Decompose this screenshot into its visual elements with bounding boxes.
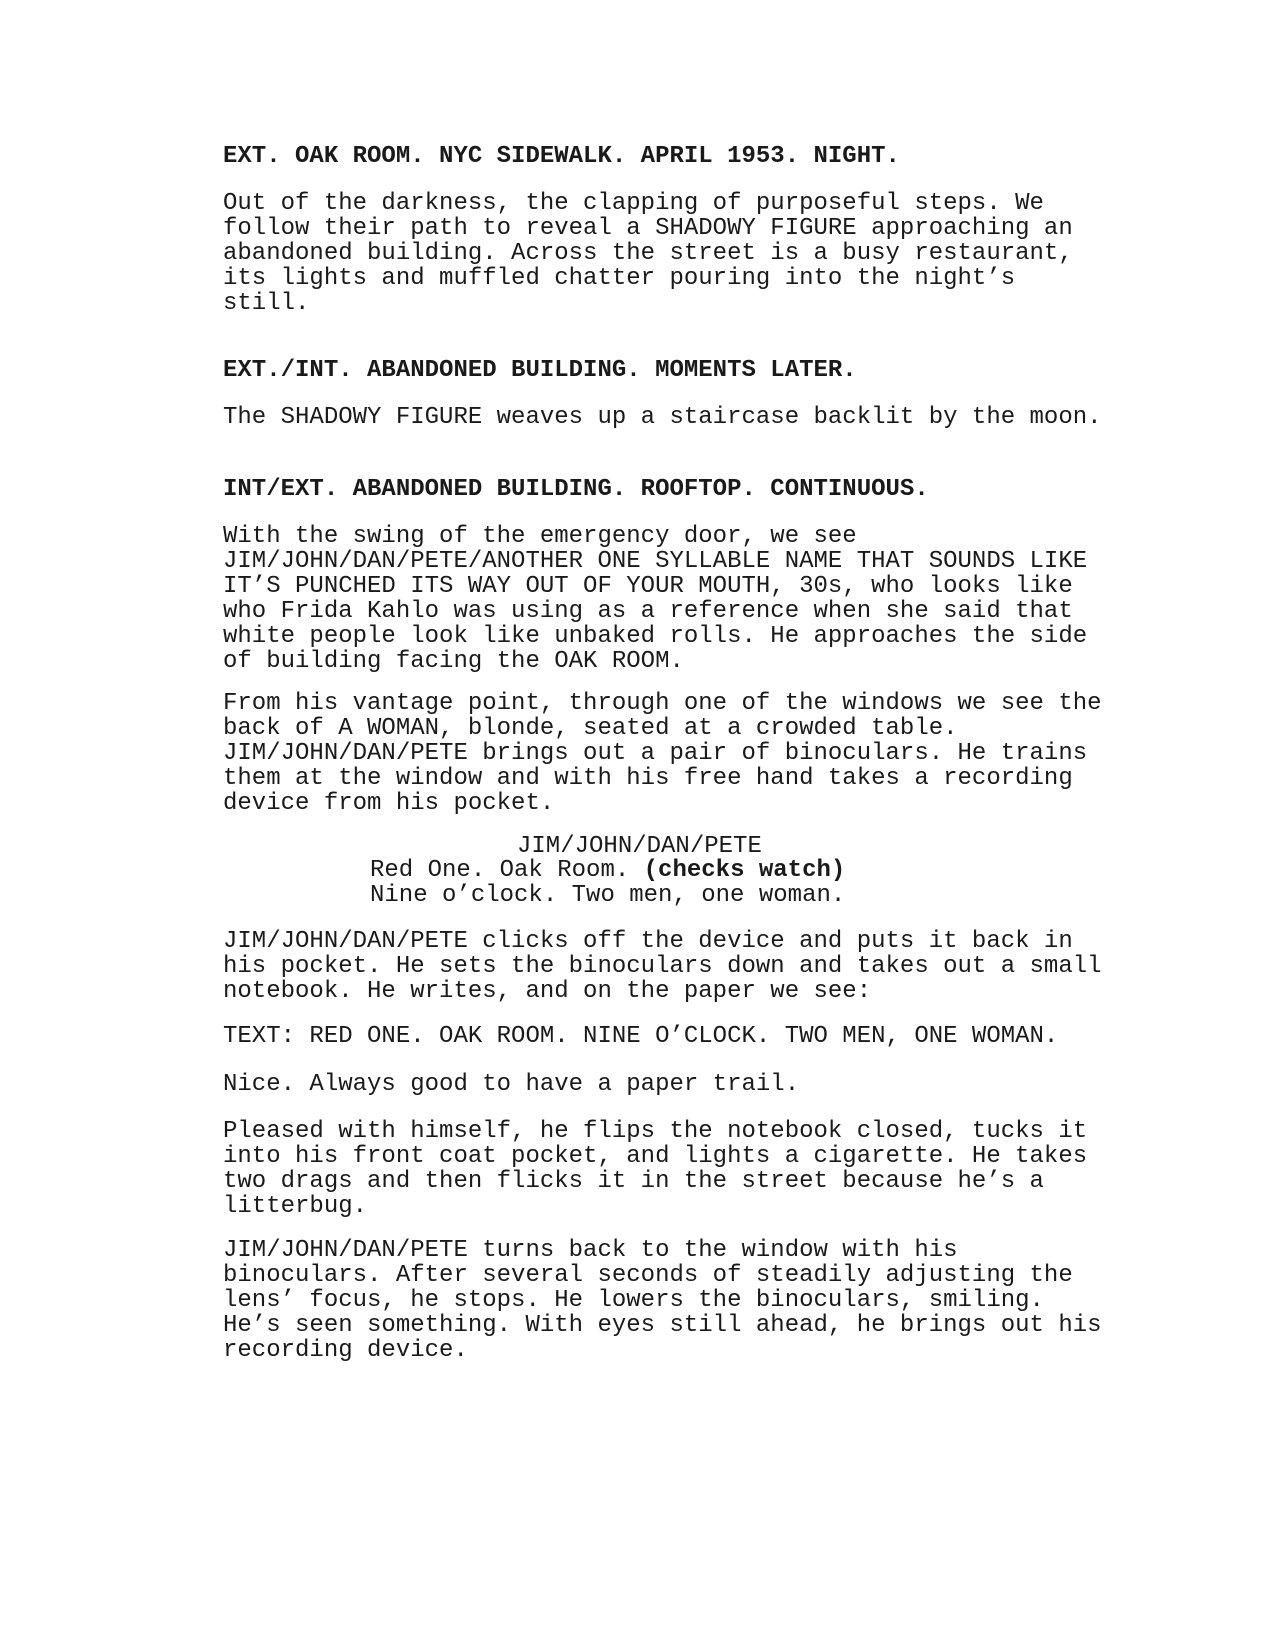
dialogue-text: Red One. Oak Room. <box>370 857 644 884</box>
action-paragraph: JIM/JOHN/DAN/PETE clicks off the device and puts it back in his pocket. He sets the binoculars down and takes out a small notebook. He writes, and on the paper we see: <box>223 928 1102 1005</box>
action-paragraph: Pleased with himself, he flips the notebook closed, tucks it into his front coat pocket, and lights a cigarette. He takes two drags and then flicks it in the street because he’s a litterbug. <box>223 1118 1088 1220</box>
action-paragraph: The SHADOWY FIGURE weaves up a staircase backlit by the moon. <box>223 404 1102 431</box>
scene-heading: EXT. OAK ROOM. NYC SIDEWALK. APRIL 1953. NIGHT. <box>223 143 900 170</box>
action-paragraph: JIM/JOHN/DAN/PETE turns back to the window with his binoculars. After several seconds of steadily adjusting the lens’ focus, he stops. He lowers the binoculars, smiling. He’s seen something. With eyes still ahead, he brings out his recording device. <box>223 1237 1102 1364</box>
dialogue-line <box>370 858 930 883</box>
dialogue-line: Nine o’clock. Two men, one woman. <box>370 882 846 909</box>
action-paragraph: With the swing of the emergency door, we see JIM/JOHN/DAN/PETE/ANOTHER ONE SYLLABLE NAME THAT SOUNDS LIKE IT’S PUNCHED ITS WAY OUT OF YOUR MOUTH, 30s, who looks like who Frida Kahlo was using as a reference when she said that white people look like unbaked rolls. He approaches the side of building facing the OAK ROOM. <box>223 523 1088 675</box>
insert-text: TEXT: RED ONE. OAK ROOM. NINE O’CLOCK. TWO MEN, ONE WOMAN. <box>223 1023 1059 1050</box>
action-paragraph: Nice. Always good to have a paper trail. <box>223 1071 800 1098</box>
action-paragraph: From his vantage point, through one of the windows we see the back of A WOMAN, blonde, seated at a crowded table. JIM/JOHN/DAN/PETE brings out a pair of binoculars. He trains them at the window and with his free hand takes a recording device from his pocket. <box>223 690 1102 817</box>
action-paragraph: Out of the darkness, the clapping of purposeful steps. We follow their path to reveal a SHADOWY FIGURE approaching an abandoned building. Across the street is a busy restaurant, its lights and muffled chatter pouring into the night’s still. <box>223 190 1073 317</box>
parenthetical: (checks watch) <box>643 857 846 884</box>
character-name: JIM/JOHN/DAN/PETE <box>517 833 762 860</box>
dialogue-block <box>370 858 930 908</box>
scene-heading: INT/EXT. ABANDONED BUILDING. ROOFTOP. CONTINUOUS. <box>223 476 929 503</box>
scene-heading: EXT./INT. ABANDONED BUILDING. MOMENTS LATER. <box>223 357 857 384</box>
